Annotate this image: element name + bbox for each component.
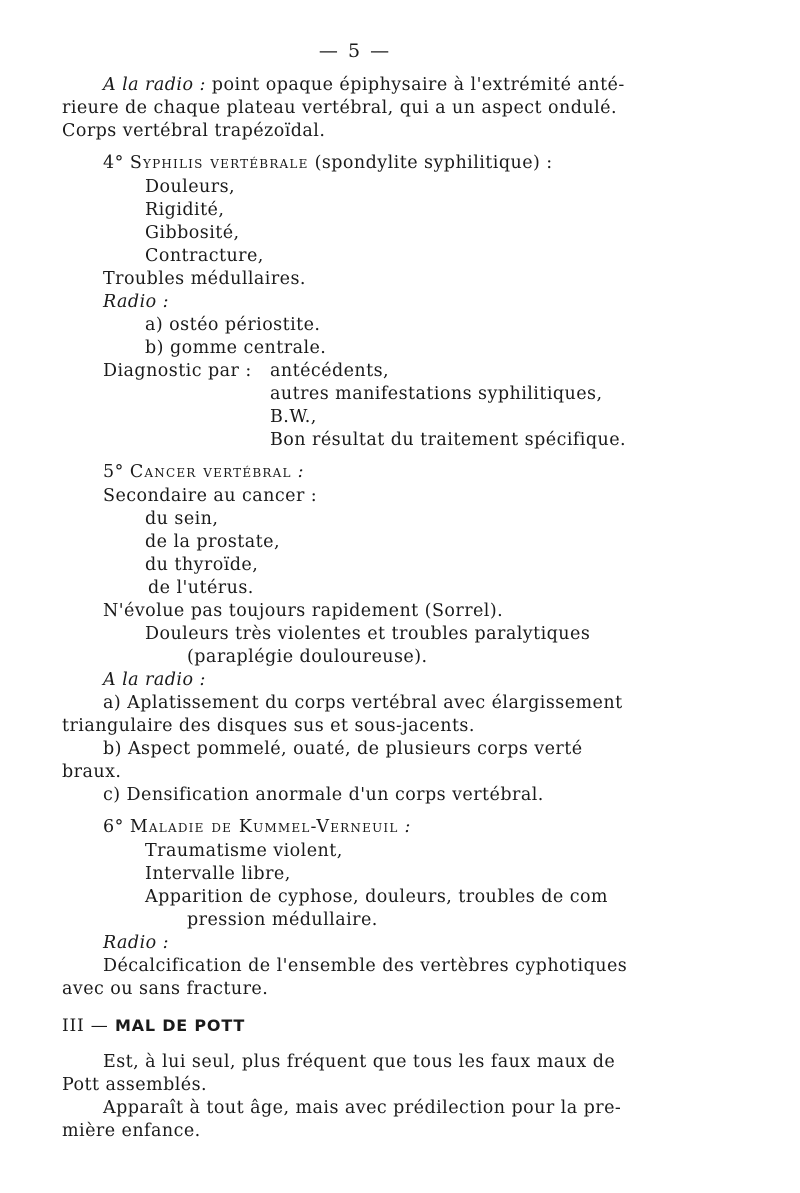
syphilis-radio-item: a) ostéo périostite.: [145, 315, 321, 335]
section-heading: [62, 1015, 245, 1037]
cancer-heading: [103, 461, 304, 483]
cancer-site: de la prostate,: [145, 532, 280, 552]
cancer-title-colon: :: [291, 462, 304, 482]
page-number: — 5 —: [318, 40, 392, 62]
symptom-item: Troubles médullaires.: [103, 269, 306, 289]
radio-line-1: [103, 74, 625, 96]
kummel-title-colon: :: [398, 817, 411, 837]
symptom-item: Rigidité,: [145, 200, 225, 220]
kummel-heading: [103, 816, 411, 838]
cancer-paraplegie: (paraplégie douloureuse).: [187, 647, 428, 667]
radio-label: A la radio :: [103, 75, 206, 95]
kummel-item: Intervalle libre,: [145, 864, 291, 884]
cancer-radio-b-cont: braux.: [62, 762, 122, 782]
radio-line-3: Corps vertébral trapézoïdal.: [62, 121, 326, 141]
cancer-radio-label: A la radio :: [103, 670, 206, 690]
cancer-site: du sein,: [145, 509, 219, 529]
syphilis-subtitle: (spondylite syphilitique) :: [308, 153, 553, 173]
diagnostic-item: Bon résultat du traitement spécifique.: [270, 430, 627, 450]
cancer-douleurs: Douleurs très violentes et troubles paralytiques: [145, 624, 591, 644]
cancer-radio-c: c) Densification anormale d'un corps vertébral.: [103, 785, 544, 805]
kummel-item: Traumatisme violent,: [145, 841, 343, 861]
radio-line-2: rieure de chaque plateau vertébral, qui a un aspect ondulé.: [62, 98, 617, 118]
section-roman-numeral: III —: [62, 1016, 109, 1036]
kummel-radio-line-2: avec ou sans fracture.: [62, 979, 269, 999]
cancer-title: Cancer vertébral: [129, 462, 292, 482]
pott-paragraph-2: Apparaît à tout âge, mais avec prédilection pour la pre-: [103, 1098, 622, 1118]
pott-paragraph-2-cont: mière enfance.: [62, 1121, 201, 1141]
syphilis-heading: [103, 152, 553, 174]
symptom-item: Douleurs,: [145, 177, 236, 197]
kummel-radio-line-1: Décalcification de l'ensemble des vertèbres cyphotiques: [103, 956, 628, 976]
cancer-radio-a: a) Aplatissement du corps vertébral avec élargissement: [103, 693, 623, 713]
pott-paragraph-1: Est, à lui seul, plus fréquent que tous les faux maux de: [103, 1052, 616, 1072]
section-title: MAL DE POTT: [114, 1016, 246, 1035]
cancer-number: 5°: [103, 462, 124, 482]
syphilis-radio-item: b) gomme centrale.: [145, 338, 327, 358]
cancer-secondaire: Secondaire au cancer :: [103, 486, 318, 506]
symptom-item: Gibbosité,: [145, 223, 240, 243]
cancer-site: du thyroïde,: [145, 555, 259, 575]
kummel-radio-label: Radio :: [103, 933, 169, 953]
cancer-radio-a-cont: triangulaire des disques sus et sous-jacents.: [62, 716, 475, 736]
symptom-item: Contracture,: [145, 246, 264, 266]
kummel-number: 6°: [103, 817, 124, 837]
kummel-title: Maladie de Kummel-Verneuil: [129, 817, 399, 837]
diagnostic-label: Diagnostic par :: [103, 361, 252, 381]
cancer-evolution: N'évolue pas toujours rapidement (Sorrel).: [103, 601, 504, 621]
syphilis-number: 4°: [103, 153, 124, 173]
cancer-radio-b: b) Aspect pommelé, ouaté, de plusieurs corps verté: [103, 739, 583, 759]
diagnostic-item: autres manifestations syphilitiques,: [270, 384, 603, 404]
pott-paragraph-1-cont: Pott assemblés.: [62, 1075, 208, 1095]
kummel-item: pression médullaire.: [187, 910, 378, 930]
syphilis-title: Syphilis vertébrale: [129, 153, 309, 173]
cancer-site: de l'utérus.: [148, 578, 254, 598]
diagnostic-item: antécédents,: [270, 361, 390, 381]
diagnostic-item: B.W.,: [270, 407, 317, 427]
syphilis-radio-label: Radio :: [103, 292, 169, 312]
radio-text-1: point opaque épiphysaire à l'extrémité anté-: [205, 75, 625, 95]
kummel-item: Apparition de cyphose, douleurs, troubles de com: [145, 887, 608, 907]
